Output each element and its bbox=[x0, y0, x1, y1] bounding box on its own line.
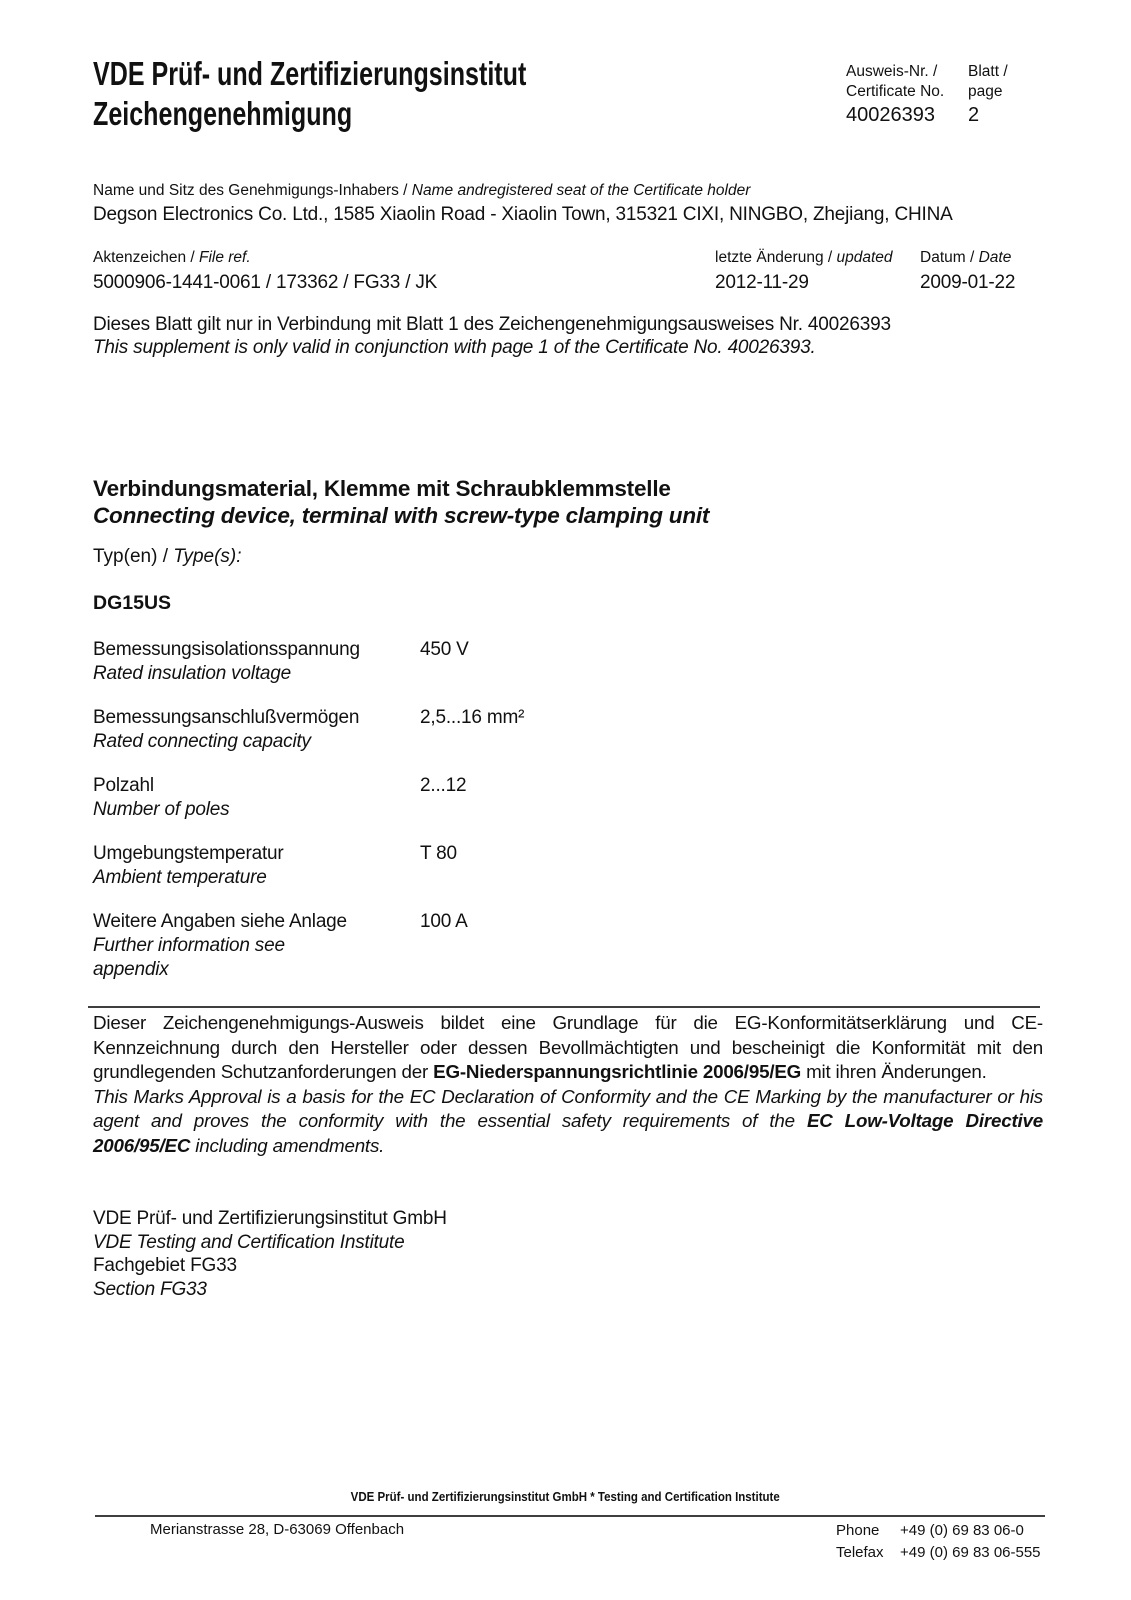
spec-label: Polzahl Number of poles bbox=[93, 775, 230, 820]
spec-label: Bemessungsanschlußvermögen Rated connecting capacity bbox=[93, 707, 360, 752]
phone-label: Phone bbox=[836, 1522, 880, 1539]
page-label-de: Blatt / bbox=[968, 63, 1008, 80]
page-label-en: page bbox=[968, 83, 1003, 100]
file-ref-value: 5000906-1441-0061 / 173362 / FG33 / JK bbox=[93, 272, 438, 293]
spec-label: Umgebungstemperatur Ambient temperature bbox=[93, 843, 284, 888]
type-designation: DG15US bbox=[93, 592, 172, 614]
issuer-section-de: Fachgebiet FG33 bbox=[93, 1255, 237, 1277]
file-ref-block bbox=[93, 248, 437, 294]
spec-label: Bemessungsisolationsspannung Rated insulation voltage bbox=[93, 639, 360, 684]
supplement-note-de: Dieses Blatt gilt nur in Verbindung mit Blatt 1 des Zeichengenehmigungsausweises Nr. 40026393 bbox=[93, 314, 891, 335]
spec-value: 450 V bbox=[420, 639, 469, 660]
spec-row-ambient-temperature bbox=[93, 842, 713, 890]
document-title bbox=[93, 54, 663, 134]
date-value: 2009-01-22 bbox=[920, 272, 1016, 293]
types-label: Typ(en) / Type(s): bbox=[93, 546, 242, 567]
file-ref-label: Aktenzeichen / File ref. bbox=[93, 249, 251, 266]
spec-value: 2...12 bbox=[420, 775, 467, 796]
footer-rule bbox=[95, 1515, 1045, 1517]
footer-address: Merianstrasse 28, D-63069 Offenbach bbox=[150, 1521, 405, 1538]
legal-paragraph bbox=[93, 1011, 1043, 1159]
separator-rule bbox=[88, 1006, 1040, 1008]
spec-label: Weitere Angaben siehe Anlage Further information see appendix bbox=[93, 911, 347, 980]
supplement-note bbox=[93, 313, 1043, 359]
date-block bbox=[920, 248, 1015, 294]
fax-label: Telefax bbox=[836, 1544, 884, 1561]
spec-row-further-information bbox=[93, 910, 713, 982]
legal-paragraph-de: Dieser Zeichengenehmigungs-Ausweis bildet eine Grundlage für die EG-Konformitätserklärung und CE-Kennzeichnung durch den Hersteller oder dessen Bevollmächtigten und bescheinigt die Konformität mit den grundlegenden Schutzanforderungen der EG-Niederspannungsrichtlinie 2006/95/EG mit ihren Änderungen. bbox=[93, 1012, 1043, 1083]
spec-table bbox=[93, 638, 713, 1002]
updated-label: letzte Änderung / updated bbox=[715, 249, 893, 266]
footer-institute-line: VDE Prüf- und Zertifizierungsinstitut GmbH * Testing and Certification Institute bbox=[350, 1490, 781, 1504]
product-title-en: Connecting device, terminal with screw-type clamping unit bbox=[93, 503, 710, 528]
spec-value: 2,5...16 mm² bbox=[420, 707, 525, 728]
holder-value: Degson Electronics Co. Ltd., 1585 Xiaolin Road - Xiaolin Town, 315321 CIXI, NINGBO, Zhejiang, CHINA bbox=[93, 204, 953, 225]
document-title-line1: VDE Prüf- und Zertifizierungsinstitut bbox=[93, 55, 527, 92]
reference-row bbox=[0, 248, 1131, 294]
updated-block bbox=[715, 248, 893, 294]
spec-value: T 80 bbox=[420, 843, 457, 864]
issuer-name-en: VDE Testing and Certification Institute bbox=[93, 1231, 405, 1253]
certificate-number-block bbox=[846, 62, 944, 125]
fax-value: +49 (0) 69 83 06-555 bbox=[900, 1544, 1041, 1561]
phone-value: +49 (0) 69 83 06-0 bbox=[900, 1522, 1024, 1539]
spec-row-insulation-voltage bbox=[93, 638, 713, 686]
product-title-de: Verbindungsmaterial, Klemme mit Schraubklemmstelle bbox=[93, 476, 671, 501]
spec-row-number-of-poles bbox=[93, 774, 713, 822]
holder-label: Name und Sitz des Genehmigungs-Inhabers / Name andregistered seat of the Certificate holder bbox=[93, 182, 751, 199]
document-title-line2: Zeichengenehmigung bbox=[93, 95, 353, 132]
certificate-number-label-de: Ausweis-Nr. / bbox=[846, 63, 938, 80]
spec-value: 100 A bbox=[420, 911, 468, 932]
date-label: Datum / Date bbox=[920, 249, 1012, 266]
issuer-name-de: VDE Prüf- und Zertifizierungsinstitut GmbH bbox=[93, 1208, 447, 1229]
certificate-number-label-en: Certificate No. bbox=[846, 83, 945, 100]
product-title bbox=[93, 475, 709, 529]
spec-row-connecting-capacity bbox=[93, 706, 713, 754]
issuer-section-en: Section FG33 bbox=[93, 1279, 207, 1301]
page-number-block bbox=[968, 62, 1008, 125]
page-number-value: 2 bbox=[968, 104, 980, 126]
legal-paragraph-en: This Marks Approval is a basis for the EC Declaration of Conformity and the CE Marking by the manufacturer or his agent and proves the conformity with the essential safety requirements of the EC Low-Voltage Directive 2006/95/EC including amendments. bbox=[93, 1085, 1044, 1156]
updated-value: 2012-11-29 bbox=[715, 272, 809, 293]
supplement-note-en: This supplement is only valid in conjunction with page 1 of the Certificate No. 40026393. bbox=[93, 337, 816, 358]
certificate-holder-block bbox=[93, 181, 1043, 226]
certificate-number-value: 40026393 bbox=[846, 104, 935, 126]
footer-contact bbox=[836, 1520, 1041, 1564]
issuer-block bbox=[93, 1207, 447, 1302]
